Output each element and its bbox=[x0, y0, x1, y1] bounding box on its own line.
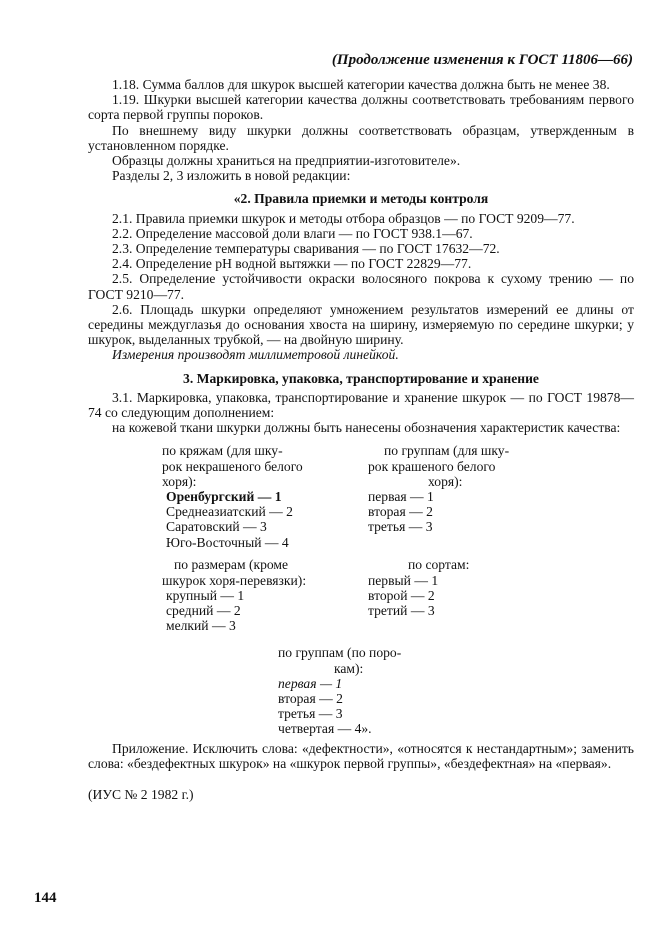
kryazh-title-line: хоря): bbox=[162, 473, 197, 489]
paragraph-1-18: 1.18. Сумма баллов для шкурок высшей категории качества должна быть не менее 38. bbox=[112, 77, 610, 92]
list-item: Саратовский — 3 bbox=[166, 519, 267, 535]
paragraph-3-1: 3.1. Маркировка, упаковка, транспортирование и хранение шкурок — по ГОСТ 19878—74 со следующим дополнением: bbox=[88, 389, 634, 421]
poroki-list bbox=[278, 645, 448, 736]
list-item: Оренбургский — 1 bbox=[166, 489, 282, 505]
paragraph-2-4: 2.4. Определение pH водной вытяжки — по ГОСТ 22829—77. bbox=[112, 256, 472, 272]
sorta-list bbox=[368, 557, 469, 618]
list-item: четвертая — 4». bbox=[278, 721, 372, 737]
list-item: крупный — 1 bbox=[166, 587, 245, 603]
kryazh-list bbox=[162, 443, 303, 549]
page-number: 144 bbox=[34, 890, 57, 906]
paragraph-2-3: 2.3. Определение температуры сваривания — по ГОСТ 17632—72. bbox=[112, 241, 500, 257]
list-item: средний — 2 bbox=[166, 603, 241, 619]
gruppy-list bbox=[368, 443, 509, 534]
list-item: вторая — 2 bbox=[368, 504, 433, 520]
paragraph-3-1-addition: на кожевой ткани шкурки должны быть нанесены обозначения характеристик качества: bbox=[112, 420, 621, 436]
document-body bbox=[88, 77, 634, 802]
paragraph-1-19: 1.19. Шкурки высшей категории качества должны соответствовать требованиям первого сорта первой группы пороков. bbox=[88, 92, 634, 123]
razmery-title-line: шкурок хоря-перевязки): bbox=[162, 572, 307, 588]
sorta-title-line: по сортам: bbox=[408, 557, 470, 573]
poroki-title-line: кам): bbox=[334, 660, 364, 676]
paragraph-measurement: Измерения производят миллиметровой линейкой. bbox=[112, 347, 399, 363]
poroki-title-line: по группам (по поро- bbox=[278, 645, 402, 661]
section-3-heading: 3. Маркировка, упаковка, транспортирование и хранение bbox=[183, 370, 539, 386]
kryazh-title-line: рок некрашеного белого bbox=[162, 458, 303, 474]
razmery-list bbox=[162, 557, 306, 633]
paragraph-sections: Разделы 2, 3 изложить в новой редакции: bbox=[112, 168, 351, 184]
paragraph-2-2: 2.2. Определение массовой доли влаги — по ГОСТ 938.1—67. bbox=[112, 225, 473, 241]
list-item: Среднеазиатский — 2 bbox=[166, 504, 293, 520]
list-item: вторая — 2 bbox=[278, 691, 343, 707]
paragraph-samples: По внешнему виду шкурки должны соответствовать образцам, утвержденным в установленном порядке. bbox=[88, 122, 634, 153]
paragraph-appendix: Приложение. Исключить слова: «дефектности», «относятся к нестандартным»; заменить слова: «бездефектных шкурок» на «шкурок первой группы», «бездефектная» на «первая». bbox=[88, 740, 634, 771]
list-item: первая — 1 bbox=[278, 675, 343, 691]
list-item: третий — 3 bbox=[368, 603, 435, 619]
section-2-heading: «2. Правила приемки и методы контроля bbox=[233, 191, 489, 207]
list-item: третья — 3 bbox=[278, 706, 343, 722]
ius-reference: (ИУС № 2 1982 г.) bbox=[88, 787, 194, 803]
gruppy-title-line: рок крашеного белого bbox=[368, 458, 496, 474]
list-item: Юго-Восточный — 4 bbox=[166, 534, 289, 550]
list-item: второй — 2 bbox=[368, 587, 435, 603]
razmery-title-line: по размерам (кроме bbox=[174, 557, 289, 573]
list-item: мелкий — 3 bbox=[166, 618, 236, 634]
paragraph-2-1: 2.1. Правила приемки шкурок и методы отбора образцов — по ГОСТ 9209—77. bbox=[112, 210, 575, 226]
gruppy-title-line: по группам (для шку- bbox=[384, 443, 510, 459]
marking-columns bbox=[88, 437, 634, 643]
kryazh-title-line: по кряжам (для шку- bbox=[162, 443, 283, 459]
list-item: третья — 3 bbox=[368, 519, 433, 535]
paragraph-2-6: 2.6. Площадь шкурки определяют умножением результатов измерений ее длины от середины междуглазья до основания хвоста на ширину, измеряемую по середине шкурки; у шкурок, выделанных трубкой, — на двойную ширину. bbox=[88, 301, 634, 348]
list-item: первая — 1 bbox=[368, 489, 434, 505]
paragraph-2-5: 2.5. Определение устойчивости окраски волосяного покрова к сухому трению — по ГОСТ 9210—77. bbox=[88, 271, 634, 302]
paragraph-samples-storage: Образцы должны храниться на предприятии-изготовителе». bbox=[112, 153, 461, 169]
list-item: первый — 1 bbox=[368, 572, 439, 588]
gruppy-title-line: хоря): bbox=[428, 473, 463, 489]
running-header: (Продолжение изменения к ГОСТ 11806—66) bbox=[331, 52, 633, 68]
